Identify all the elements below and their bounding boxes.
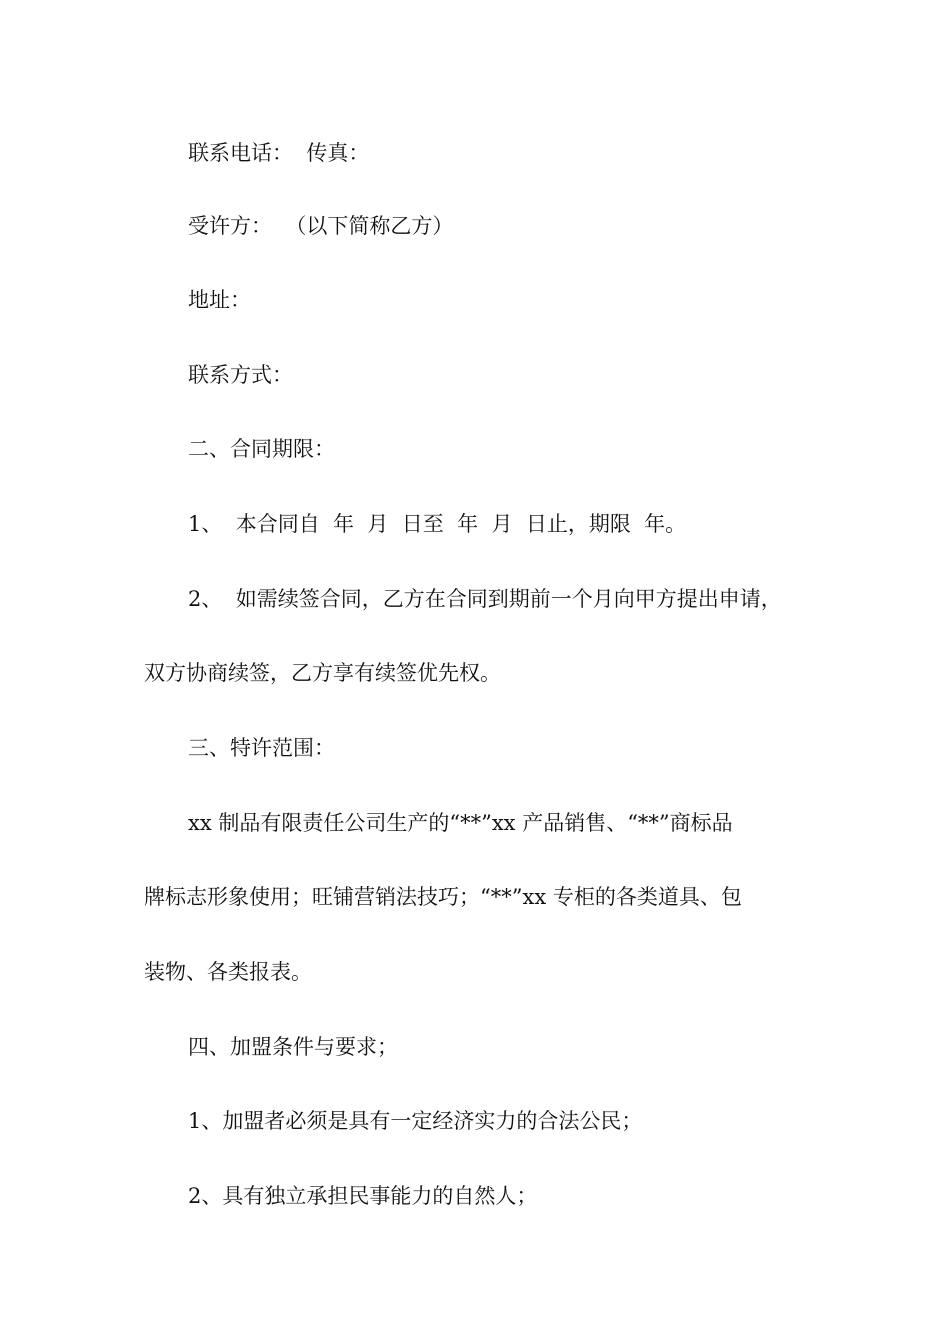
section-heading-franchise-scope: 三、特许范围： [188,736,335,760]
term-clause-1: 1、 本合同自 年 月 日至 年 月 日止，期限 年。 [188,512,687,536]
section-heading-contract-term: 二、合同期限： [188,437,335,461]
term-clause-2: 2、 如需续签合同，乙方在合同到期前一个月向甲方提出申请， [188,587,782,611]
section-heading-franchise-conditions: 四、加盟条件与要求； [188,1035,398,1059]
contact-phone-fax-line: 联系电话： 传真： [188,141,370,165]
scope-paragraph-line-3: 装物、各类报表。 [144,960,312,984]
scope-paragraph-line-1: xx 制品有限责任公司生产的“**”xx 产品销售、“**”商标品 [188,811,733,835]
condition-item-1: 1、加盟者必须是具有一定经济实力的合法公民； [188,1109,643,1133]
scope-paragraph-line-2: 牌标志形象使用；旺铺营销法技巧；“**”xx 专柜的各类道具、包 [144,885,742,909]
contact-method-line: 联系方式： [188,363,293,387]
term-clause-2-continued: 双方协商续签，乙方享有续签优先权。 [144,661,501,685]
condition-item-2: 2、具有独立承担民事能力的自然人； [188,1184,538,1208]
licensee-line: 受许方： （以下简称乙方） [188,214,454,238]
address-line: 地址： [188,288,251,312]
